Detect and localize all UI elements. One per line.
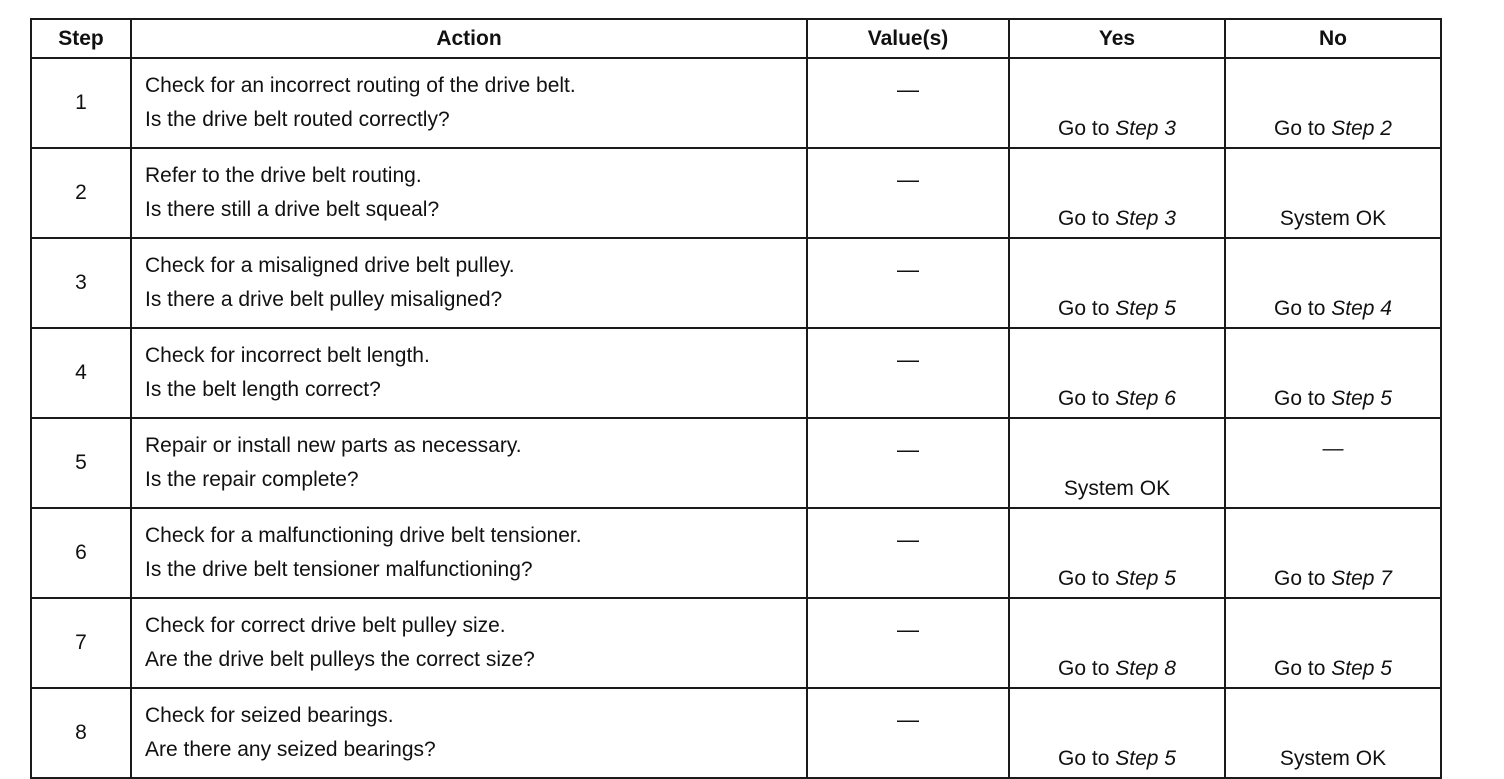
- step-number: 3: [31, 238, 131, 328]
- yes-cell: [1009, 688, 1225, 778]
- action-cell: [131, 688, 807, 778]
- table-row: [31, 58, 1441, 148]
- no-prefix: Go to: [1274, 297, 1332, 320]
- table-row: [31, 598, 1441, 688]
- no-prefix: Go to: [1274, 117, 1332, 140]
- table-header-row: [31, 19, 1441, 58]
- action-cell: [131, 148, 807, 238]
- yes-cell: [1009, 148, 1225, 238]
- value-cell: —: [807, 688, 1009, 778]
- yes-cell: [1009, 418, 1225, 508]
- header-step: Step: [31, 19, 131, 58]
- no-cell: [1225, 418, 1441, 508]
- yes-prefix: Go to: [1058, 747, 1116, 770]
- yes-prefix: Go to: [1058, 657, 1116, 680]
- action-check: Check for a misaligned drive belt pulley.: [145, 254, 515, 277]
- action-cell: [131, 598, 807, 688]
- action-question: Is the belt length correct?: [145, 378, 381, 401]
- yes-prefix: Go to: [1058, 207, 1116, 230]
- value-cell: —: [807, 598, 1009, 688]
- table-row: [31, 328, 1441, 418]
- table-row: [31, 508, 1441, 598]
- action-question: Are there any seized bearings?: [145, 738, 436, 761]
- action-cell: [131, 238, 807, 328]
- yes-prefix: System OK: [1063, 477, 1171, 500]
- step-number: 5: [31, 418, 131, 508]
- no-prefix: Go to: [1274, 387, 1332, 410]
- table-row: [31, 238, 1441, 328]
- no-target: Step 5: [1331, 657, 1392, 680]
- step-number: 6: [31, 508, 131, 598]
- no-cell: [1225, 508, 1441, 598]
- yes-cell: [1009, 328, 1225, 418]
- step-number: 7: [31, 598, 131, 688]
- header-action: Action: [131, 19, 807, 58]
- no-prefix: System OK: [1279, 207, 1387, 230]
- value-cell: —: [807, 148, 1009, 238]
- action-question: Is the repair complete?: [145, 468, 359, 491]
- yes-cell: [1009, 238, 1225, 328]
- step-number: 1: [31, 58, 131, 148]
- yes-target: Step 5: [1115, 747, 1176, 770]
- no-target: Step 7: [1331, 567, 1392, 590]
- no-cell: [1225, 598, 1441, 688]
- yes-target: Step 6: [1115, 387, 1176, 410]
- yes-cell: [1009, 598, 1225, 688]
- header-yes: Yes: [1009, 19, 1225, 58]
- no-target: Step 4: [1331, 297, 1392, 320]
- action-check: Repair or install new parts as necessary.: [145, 434, 522, 457]
- action-cell: [131, 508, 807, 598]
- value-cell: —: [807, 508, 1009, 598]
- yes-target: Step 3: [1115, 117, 1176, 140]
- no-cell: [1225, 328, 1441, 418]
- value-cell: —: [807, 58, 1009, 148]
- action-check: Check for seized bearings.: [145, 704, 394, 727]
- action-check: Check for correct drive belt pulley size.: [145, 614, 506, 637]
- action-question: Is there still a drive belt squeal?: [145, 198, 440, 221]
- no-cell: [1225, 688, 1441, 778]
- action-cell: [131, 58, 807, 148]
- no-prefix: —: [1322, 437, 1344, 460]
- step-number: 8: [31, 688, 131, 778]
- no-cell: [1225, 148, 1441, 238]
- no-cell: [1225, 58, 1441, 148]
- table-row: [31, 688, 1441, 778]
- yes-target: Step 5: [1115, 297, 1176, 320]
- no-prefix: System OK: [1279, 747, 1387, 770]
- action-check: Check for incorrect belt length.: [145, 344, 430, 367]
- table-row: [31, 418, 1441, 508]
- action-question: Are the drive belt pulleys the correct size?: [145, 648, 535, 671]
- step-number: 2: [31, 148, 131, 238]
- yes-prefix: Go to: [1058, 297, 1116, 320]
- no-prefix: Go to: [1274, 567, 1332, 590]
- header-value: Value(s): [807, 19, 1009, 58]
- action-question: Is the drive belt routed correctly?: [145, 108, 450, 131]
- action-cell: [131, 418, 807, 508]
- yes-prefix: Go to: [1058, 567, 1116, 590]
- no-cell: [1225, 238, 1441, 328]
- action-check: Check for an incorrect routing of the drive belt.: [145, 74, 576, 97]
- no-prefix: Go to: [1274, 657, 1332, 680]
- header-no: No: [1225, 19, 1441, 58]
- yes-target: Step 8: [1115, 657, 1176, 680]
- value-cell: —: [807, 418, 1009, 508]
- value-cell: —: [807, 328, 1009, 418]
- yes-cell: [1009, 508, 1225, 598]
- no-target: Step 2: [1331, 117, 1392, 140]
- step-number: 4: [31, 328, 131, 418]
- action-cell: [131, 328, 807, 418]
- diagnostic-table: [30, 18, 1442, 779]
- yes-target: Step 5: [1115, 567, 1176, 590]
- table-row: [31, 148, 1441, 238]
- yes-prefix: Go to: [1058, 387, 1116, 410]
- yes-prefix: Go to: [1058, 117, 1116, 140]
- yes-cell: [1009, 58, 1225, 148]
- action-question: Is there a drive belt pulley misaligned?: [145, 288, 503, 311]
- action-check: Refer to the drive belt routing.: [145, 164, 422, 187]
- action-question: Is the drive belt tensioner malfunctioning?: [145, 558, 533, 581]
- no-target: Step 5: [1331, 387, 1392, 410]
- value-cell: —: [807, 238, 1009, 328]
- yes-target: Step 3: [1115, 207, 1176, 230]
- diagnostic-table-container: [30, 18, 1440, 779]
- action-check: Check for a malfunctioning drive belt tensioner.: [145, 524, 582, 547]
